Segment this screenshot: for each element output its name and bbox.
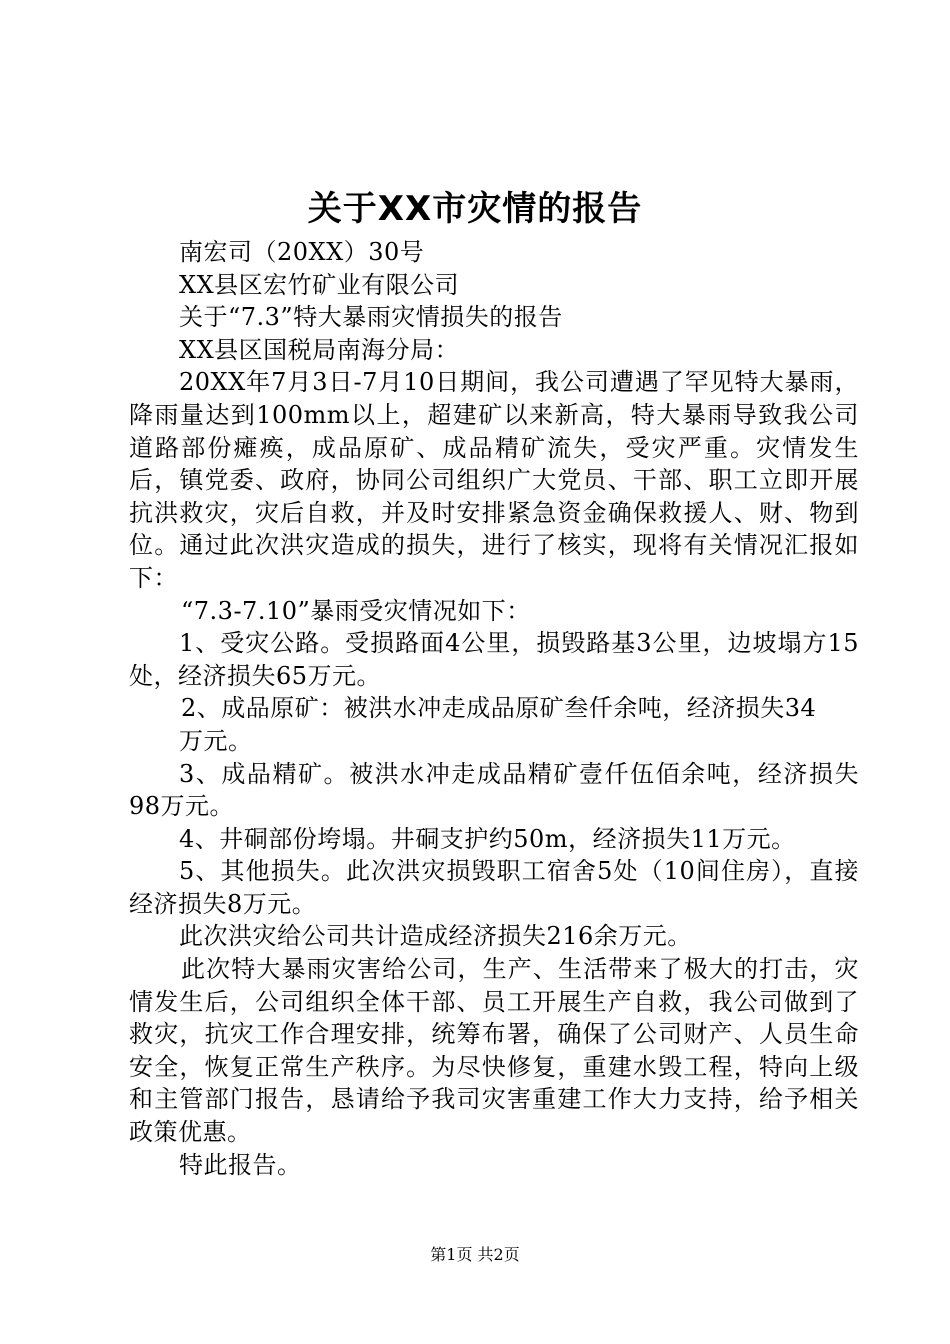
list-item-other: 5、其他损失。此次洪灾损毁职工宿舍5处（10间住房），直接经济损失8万元。	[129, 857, 859, 918]
report-subject: 关于“7.3”特大暴雨灾情损失的报告	[179, 303, 563, 332]
list-item-concentrate: 3、成品精矿。被洪水冲走成品精矿壹仟伍佰余吨，经济损失98万元。	[129, 759, 859, 821]
page-footer: 第1页 共2页	[430, 1245, 520, 1264]
document-body	[129, 236, 859, 1181]
list-item-raw-ore: 2、成品原矿：被洪水冲走成品原矿叁仟余吨，经济损失34	[181, 694, 817, 723]
list-item-shaft: 4、井硐部份垮塌。井硐支护约50m，经济损失11万元。	[179, 824, 796, 853]
paragraph-total-loss: 此次洪灾给公司共计造成经济损失216余万元。	[179, 922, 692, 951]
list-item-road: 1、受灾公路。受损路面4公里，损毁路基3公里，边坡塌方15处，经济损失65万元。	[129, 629, 859, 690]
document-number: 南宏司（20XX）30号	[179, 238, 425, 266]
paragraph-request: 此次特大暴雨灾害给公司，生产、生活带来了极大的打击，灾情发生后，公司组织全体干部、员工开展生产自救，我公司做到了救灾，抗灾工作合理安排，统筹布署，确保了公司财产、人员生命安全，恢复正常生产秩序。为尽快修复，重建水毁工程，特向上级和主管部门报告，恳请给予我司灾害重建工作大力支持，给予相关政策优惠。	[129, 955, 859, 1147]
paragraph-intro: 20XX年7月3日-7月10日期间，我公司遭遇了罕见特大暴雨，降雨量达到100mm以上，超建矿以来新高，特大暴雨导致我公司道路部份瘫痪，成品原矿、成品精矿流失，受灾严重。灾情发生后，镇党委、政府，协同公司组织广大党员、干部、职工立即开展抗洪救灾，灾后自救，并及时安排紧急资金确保救援人、财、物到位。通过此次洪灾造成的损失，进行了核实，现将有关情况汇报如下：	[129, 368, 859, 592]
paragraph-closing: 特此报告。	[179, 1150, 302, 1179]
recipient: XX县区国税局南海分局：	[179, 335, 460, 364]
list-item-raw-ore-cont: 万元。	[179, 726, 253, 755]
company-name: XX县区宏竹矿业有限公司	[179, 270, 460, 299]
paragraph-heading-damage: “7.3-7.10”暴雨受灾情况如下：	[181, 596, 531, 625]
document-title: 关于XX市灾情的报告	[307, 189, 643, 229]
